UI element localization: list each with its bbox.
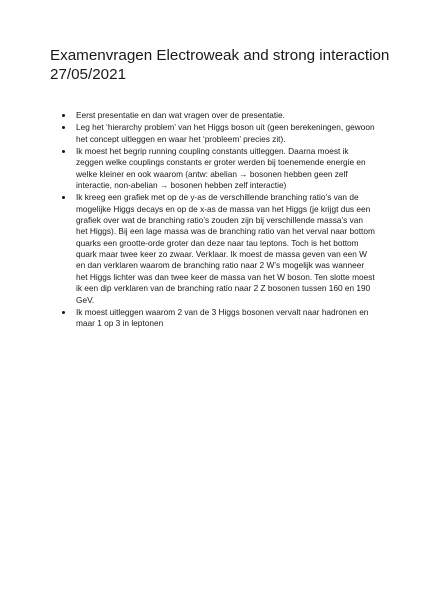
bullet-icon	[62, 150, 65, 153]
bullet-icon	[62, 311, 65, 314]
bullet-icon	[62, 196, 65, 199]
list-item-text: Eerst presentatie en dan wat vragen over de presentatie.	[76, 110, 285, 120]
list-item	[62, 192, 376, 305]
question-list	[62, 110, 376, 331]
list-item	[62, 110, 376, 121]
list-item	[62, 307, 376, 330]
title-line-2: 27/05/2021	[50, 66, 127, 83]
title-line-1: Examenvragen Electroweak and strong interaction	[50, 47, 390, 64]
list-item	[62, 146, 376, 191]
list-item	[62, 122, 376, 145]
list-item-text: Leg het ‘hierarchy problem’ van het Higgs boson uit (geen berekeningen, gewoon het concept uitleggen en waar het ‘probleem’ precies zit).	[76, 122, 375, 144]
document-title	[50, 46, 390, 84]
list-item-text: Ik moest uitleggen waarom 2 van de 3 Higgs bosonen vervalt naar hadronen en maar 1 op 3 in leptonen	[76, 306, 369, 329]
bullet-icon	[62, 126, 65, 129]
bullet-icon	[62, 114, 65, 117]
list-item-text: Ik kreeg een grafiek met op de y-as de verschillende branching ratio’s van de mogelijke Higgs decays en op de x-as de massa van het Higgs (je krijgt dus een grafiek over wat de branching ratio’s zouden zijn bij verschillende massa’s van het Higgs). Bij een lage massa was de branching ratio van het verval naar bottom quarks een grootte-orde groter dan deze naar tau leptons. Toch is het bottom quark maar twee keer zo zwaar. Verklaar. Ik moest de massa geven van een W en dan verklaren waarom de branching ratio naar 2 W’s mogelijk was wanneer het Higgs lichter was dan twee keer de massa van het W boson. Ten slotte moest ik een dip verklaren van de branching ratio naar 2 Z bosonen tussen 160 en 190 GeV.	[76, 192, 375, 305]
list-item-text: Ik moest het begrip running coupling constants uitleggen. Daarna moest ik zeggen welke couplings constants er groter werden bij toenemende energie en welke kleiner en ook waarom (antw: abelian → bosonen hebben geen zelf interactie, non-abelian → bosonen hebben zelf interactie)	[76, 146, 366, 191]
